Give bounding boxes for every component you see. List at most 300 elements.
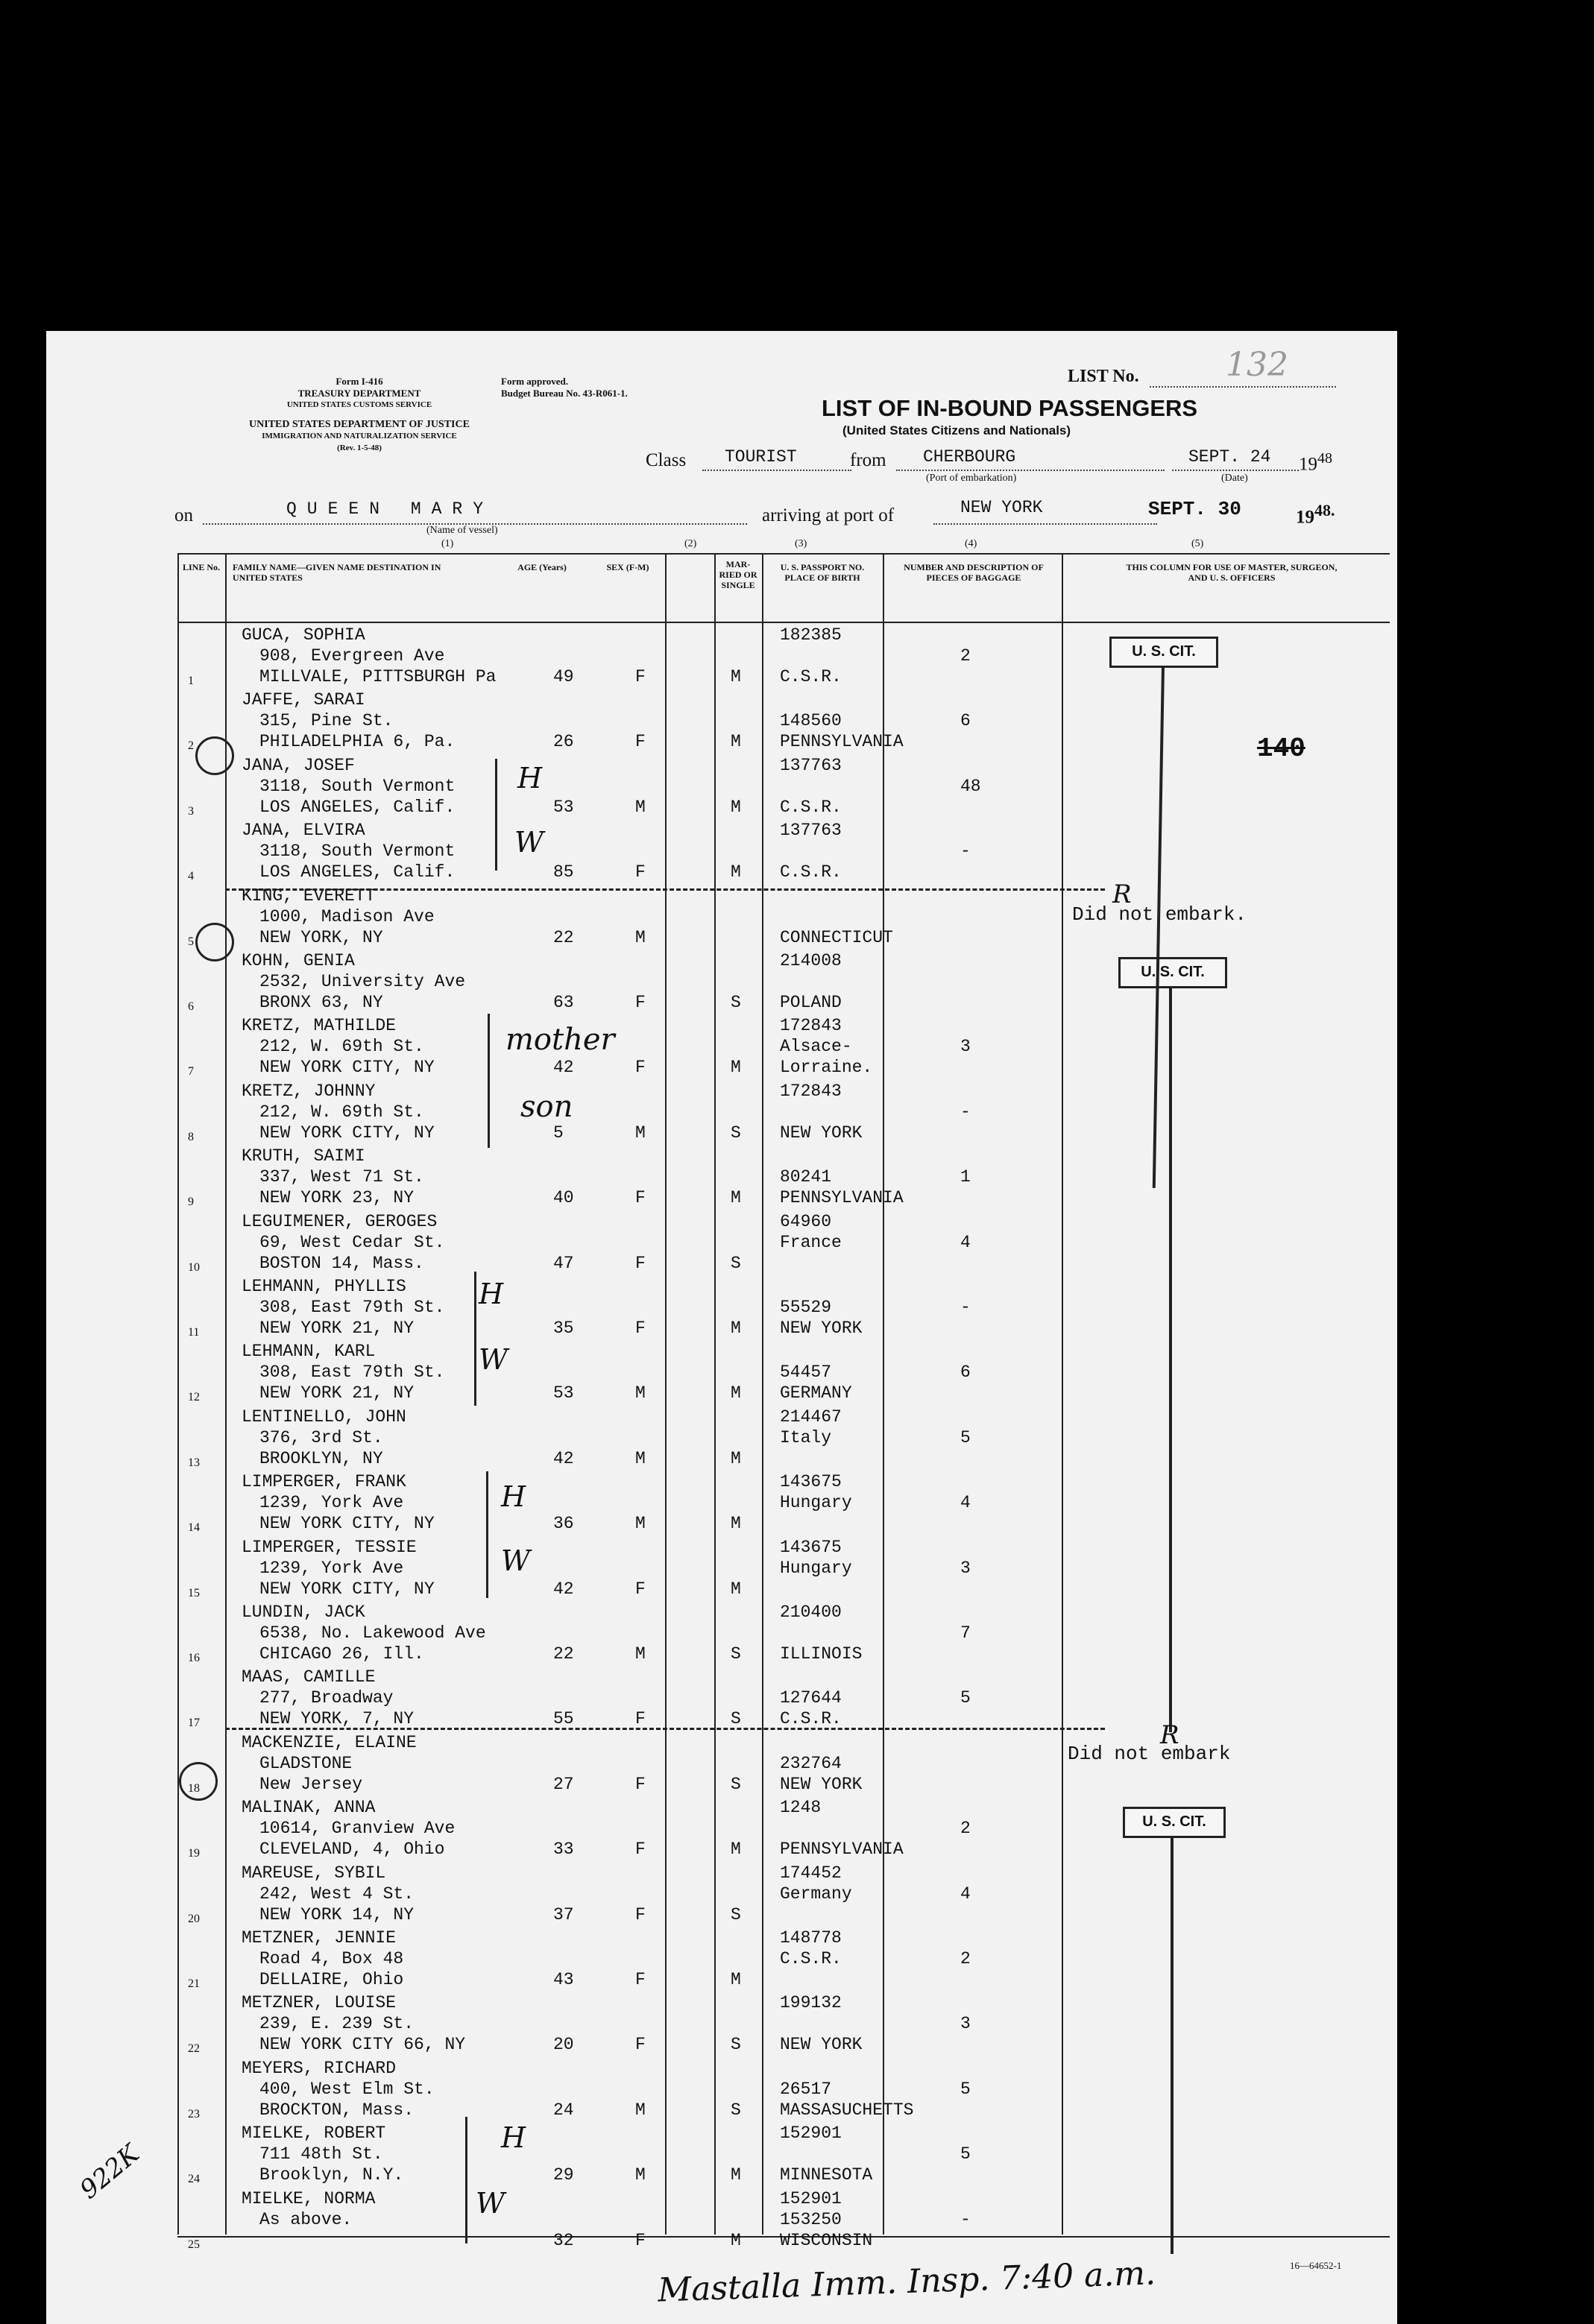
age-value: 32 (553, 2230, 574, 2250)
class-label: Class (646, 450, 687, 470)
birth-place: POLAND (780, 993, 842, 1012)
vessel-name: QUEEN MARY (286, 499, 494, 519)
sex-value: M (635, 1514, 646, 1534)
age-value: 36 (553, 1514, 574, 1534)
port-embark-caption: (Port of embarkation) (926, 473, 1017, 484)
passenger-name: LIMPERGER, FRANK (242, 1472, 406, 1492)
passenger-entry (46, 754, 1397, 819)
passenger-name: LEHMANN, KARL (242, 1342, 376, 1362)
age-value: 53 (553, 1383, 574, 1403)
birth-line-1: 55529 (780, 1298, 832, 1317)
treasury-dept: TREASURY DEPARTMENT (297, 388, 421, 399)
age-value: 42 (553, 1579, 574, 1599)
address-line-1: GLADSTONE (259, 1753, 353, 1773)
birth-place: WISCONSIN (780, 2230, 873, 2250)
baggage-count: 7 (960, 1623, 971, 1643)
handwritten-h: H (517, 762, 543, 795)
address-line-2: NEW YORK 14, NY (259, 1904, 415, 1924)
col-header-officers: THIS COLUMN FOR USE OF MASTER, SURGEON, AND U. S. OFFICERS (1126, 562, 1338, 583)
address-line-1: 400, West Elm St. (259, 2079, 435, 2099)
passenger-entry (46, 1665, 1397, 1731)
sex-value: F (635, 1709, 646, 1729)
col-header-name: FAMILY NAME—GIVEN NAME DESTINATION IN UNITED STATES (233, 562, 441, 583)
marital-status: S (731, 993, 741, 1012)
passport-number: 1248 (780, 1798, 822, 1818)
passport-number: 143675 (780, 1537, 842, 1557)
address-line-2: Brooklyn, N.Y. (259, 2165, 404, 2185)
list-no-label: LIST No. (1068, 367, 1139, 386)
lbl-line-number: 2 (188, 739, 194, 753)
address-line-1: 308, East 79th St. (259, 1298, 445, 1317)
revision: (Rev. 1-5-48) (337, 443, 382, 452)
col-header-line: LINE No. (182, 562, 220, 572)
baggage-count: 4 (960, 1232, 971, 1252)
sex-value: M (635, 1122, 646, 1143)
birth-place: ILLINOIS (780, 1644, 863, 1664)
marital-status: M (731, 732, 741, 752)
address-line-2: NEW YORK 21, NY (259, 1383, 415, 1403)
sex-value: M (635, 2100, 646, 2120)
passenger-name: LIMPERGER, TESSIE (242, 1537, 417, 1557)
sex-value: F (635, 667, 646, 686)
col-header-passport: U. S. PASSPORT NO. PLACE OF BIRTH (780, 562, 865, 583)
birth-line-1: Hungary (780, 1493, 852, 1513)
passport-number: 210400 (780, 1603, 842, 1622)
handwritten-h: H (501, 1480, 526, 1513)
passenger-name: LUNDIN, JACK (242, 1603, 365, 1622)
age-value: 42 (553, 1058, 574, 1078)
lbl-line-number: 6 (188, 1000, 194, 1013)
handwritten-w: W (479, 1343, 508, 1376)
passenger-name: GUCA, SOPHIA (242, 625, 365, 645)
page-subtitle: (United States Citizens and Nationals) (842, 423, 1071, 438)
address-line-1: 277, Broadway (259, 1688, 394, 1708)
col-header-sex: SEX (F-M) (606, 562, 649, 572)
col5-num: (5) (1191, 538, 1204, 549)
age-value: 53 (553, 797, 574, 817)
birth-line-1: 232764 (780, 1753, 842, 1773)
lbl-line-number: 16 (188, 1652, 200, 1664)
baggage-count: 4 (960, 1883, 971, 1904)
did-not-embark-note: Did not embark (1068, 1743, 1231, 1765)
age-value: 63 (553, 993, 574, 1012)
sex-value: F (635, 993, 646, 1012)
address-line-1: 1239, York Ave (259, 1493, 404, 1513)
passenger-name: JANA, JOSEF (242, 755, 355, 775)
marital-status: M (731, 862, 741, 882)
handwritten-mother: mother (505, 1023, 615, 1057)
passenger-name: MEYERS, RICHARD (242, 2058, 397, 2078)
passenger-name: KRUTH, SAIMI (242, 1146, 365, 1166)
marital-status: S (731, 1774, 741, 1794)
birth-line-1: Alsace- (780, 1037, 852, 1057)
sex-value: F (635, 1188, 646, 1208)
address-line-1: 3118, South Vermont (259, 776, 456, 796)
lbl-line-number: 23 (188, 2107, 200, 2121)
lbl-line-number: 24 (188, 2173, 200, 2186)
passenger-entry (46, 1470, 1397, 1535)
initials-mark: R (1160, 1720, 1179, 1750)
lbl-line-number: 11 (188, 1326, 200, 1339)
us-citizen-stamp: U. S. CIT. (1118, 957, 1227, 988)
birth-line-1: 148560 (780, 711, 842, 731)
passenger-entry (46, 1861, 1397, 1927)
on-label: on (174, 505, 193, 525)
baggage-count: 6 (960, 1362, 971, 1383)
arrival-year: 1948. (1296, 501, 1335, 528)
birth-place: NEW YORK (780, 2035, 863, 2055)
passenger-name: KRETZ, MATHILDE (242, 1016, 397, 1036)
passenger-entry (46, 1405, 1397, 1471)
birth-place: C.S.R. (780, 862, 842, 882)
baggage-count: - (960, 1298, 971, 1317)
address-line-2: LOS ANGELES, Calif. (259, 862, 456, 882)
age-value: 55 (553, 1709, 574, 1729)
birth-line-1: Germany (780, 1883, 852, 1904)
birth-line-1: 54457 (780, 1362, 832, 1383)
sex-value: F (635, 1970, 646, 1989)
baggage-count: 2 (960, 1949, 971, 1968)
birth-place: MINNESOTA (780, 2165, 873, 2185)
passport-number: 172843 (780, 1081, 842, 1101)
sex-value: F (635, 2230, 646, 2250)
marital-status: M (731, 2165, 741, 2185)
address-line-1: 239, E. 239 St. (259, 2014, 415, 2034)
lbl-line-number: 5 (188, 935, 194, 948)
lbl-line-number: 15 (188, 1586, 200, 1600)
passenger-name: KRETZ, JOHNNY (242, 1081, 376, 1101)
baggage-count: 6 (960, 711, 971, 731)
handwritten-h: H (501, 2121, 526, 2154)
col-header-married: MAR-RIED OR SINGLE (719, 559, 757, 590)
age-value: 26 (553, 732, 574, 752)
sex-value: F (635, 1904, 646, 1924)
passport-number: 172843 (780, 1016, 842, 1036)
marital-status: M (731, 1579, 741, 1599)
birth-place: PENNSYLVANIA (780, 732, 904, 752)
passenger-entry (46, 818, 1397, 884)
footer-code: 16—64652-1 (1290, 2260, 1342, 2271)
baggage-count: - (960, 1102, 971, 1122)
passenger-name: MACKENZIE, ELAINE (242, 1732, 417, 1752)
passenger-name: MIELKE, ROBERT (242, 2124, 386, 2144)
arrival-date: SEPT. 30 (1148, 498, 1241, 520)
age-value: 5 (553, 1122, 564, 1143)
lbl-line-number: 19 (188, 1847, 200, 1860)
birth-place: CONNECTICUT (780, 927, 893, 947)
passenger-name: LEGUIMENER, GEROGES (242, 1211, 438, 1231)
baggage-count: 5 (960, 2079, 971, 2099)
baggage-count: 3 (960, 1037, 971, 1057)
address-line-1: 315, Pine St. (259, 711, 394, 731)
address-line-1: Road 4, Box 48 (259, 1949, 404, 1968)
birth-place: PENNSYLVANIA (780, 1188, 904, 1208)
handwritten-margin-note: 922K (74, 2138, 145, 2205)
birth-line-1: Italy (780, 1427, 832, 1447)
marital-status: S (731, 1904, 741, 1924)
vessel-caption: (Name of vessel) (426, 525, 498, 536)
marital-status: M (731, 797, 741, 817)
birth-place: NEW YORK (780, 1122, 863, 1143)
passenger-name: KING, EVERETT (242, 885, 376, 906)
marital-status: M (731, 1319, 741, 1338)
sex-value: F (635, 862, 646, 882)
form-approved: Form approved. (501, 376, 569, 387)
birth-place: GERMANY (780, 1383, 852, 1403)
lbl-line-number: 17 (188, 1717, 200, 1730)
arrival-port: NEW YORK (960, 498, 1043, 517)
birth-line-1: 127644 (780, 1688, 842, 1708)
marital-status: M (731, 1448, 741, 1468)
address-line-2: BOSTON 14, Mass. (259, 1253, 424, 1273)
baggage-count: 5 (960, 1427, 971, 1447)
marital-status: M (731, 1383, 741, 1403)
baggage-count: 3 (960, 2014, 971, 2034)
address-line-1: 308, East 79th St. (259, 1362, 445, 1383)
birth-line-1: France (780, 1232, 842, 1252)
age-value: 43 (553, 1970, 574, 1989)
address-line-1: 376, 3rd St. (259, 1427, 383, 1447)
sex-value: M (635, 2165, 646, 2185)
total-count: 140 (1257, 733, 1305, 764)
address-line-2: NEW YORK 21, NY (259, 1319, 415, 1338)
address-line-1: 10614, Granview Ave (259, 1819, 456, 1839)
birth-place: MASSASUCHETTS (780, 2100, 914, 2120)
address-line-2: NEW YORK 23, NY (259, 1188, 415, 1208)
birth-line-1: C.S.R. (780, 1949, 842, 1968)
address-line-2: LOS ANGELES, Calif. (259, 797, 456, 817)
marital-status: S (731, 1709, 741, 1729)
marital-status: M (731, 1970, 741, 1989)
date-caption: (Date) (1221, 473, 1248, 484)
marital-status: S (731, 2035, 741, 2055)
passenger-entry (46, 1339, 1397, 1405)
baggage-count: 48 (960, 776, 981, 796)
address-line-2: BROOKLYN, NY (259, 1448, 383, 1468)
lbl-line-number: 22 (188, 2042, 200, 2056)
col-header-baggage: NUMBER AND DESCRIPTION OF PIECES OF BAGGAGE (904, 562, 1044, 583)
passport-number: 214008 (780, 951, 842, 970)
address-line-1: 1239, York Ave (259, 1558, 404, 1578)
birth-place: C.S.R. (780, 797, 842, 817)
passport-number: 182385 (780, 625, 842, 645)
lbl-line-number: 7 (188, 1065, 194, 1079)
from-value: CHERBOURG (923, 447, 1016, 467)
marital-status: M (731, 1058, 741, 1078)
birth-place: PENNSYLVANIA (780, 1840, 904, 1860)
address-line-1: As above. (259, 2209, 353, 2229)
col-header-age: AGE (Years) (517, 562, 567, 572)
address-line-2: DELLAIRE, Ohio (259, 1970, 404, 1989)
sex-value: M (635, 927, 646, 947)
customs-service: UNITED STATES CUSTOMS SERVICE (286, 400, 432, 409)
passenger-entry (46, 1144, 1397, 1210)
address-line-1: 242, West 4 St. (259, 1883, 415, 1904)
handwritten-w: W (476, 2187, 505, 2220)
passenger-entry (46, 688, 1397, 754)
address-line-1: 212, W. 69th St. (259, 1102, 424, 1122)
passenger-name: JANA, ELVIRA (242, 821, 365, 841)
passport-number: 199132 (780, 1993, 842, 2013)
handwritten-h: H (479, 1278, 504, 1310)
age-value: 85 (553, 862, 574, 882)
sex-value: F (635, 1058, 646, 1078)
birth-line-1: 80241 (780, 1167, 832, 1187)
passenger-name: LEHMANN, PHYLLIS (242, 1277, 406, 1296)
age-value: 20 (553, 2035, 574, 2055)
age-value: 33 (553, 1840, 574, 1860)
initials-mark: R (1112, 880, 1132, 909)
lbl-line-number: 12 (188, 1391, 200, 1404)
marital-status: M (731, 667, 741, 686)
col3-num: (3) (795, 538, 807, 549)
passenger-name: LENTINELLO, JOHN (242, 1406, 406, 1427)
col2-num: (2) (684, 538, 697, 549)
lbl-line-number: 25 (188, 2238, 200, 2251)
address-line-2: CLEVELAND, 4, Ohio (259, 1840, 445, 1860)
sex-value: F (635, 732, 646, 752)
baggage-count: 5 (960, 1688, 971, 1708)
lbl-line-number: 1 (188, 675, 194, 687)
address-line-2: NEW YORK CITY, NY (259, 1514, 435, 1534)
baggage-count: 4 (960, 1493, 971, 1513)
lbl-line-number: 9 (188, 1196, 194, 1209)
marital-status: M (731, 1840, 741, 1860)
age-value: 29 (553, 2165, 574, 2185)
baggage-count: - (960, 841, 971, 862)
marital-status: M (731, 1188, 741, 1208)
passenger-name: METZNER, JENNIE (242, 1928, 397, 1948)
age-value: 27 (553, 1774, 574, 1794)
passenger-entry (46, 1991, 1397, 2056)
passenger-name: METZNER, LOUISE (242, 1993, 397, 2013)
baggage-count: 1 (960, 1167, 971, 1187)
embark-date: SEPT. 24 (1188, 447, 1271, 467)
address-line-2: BRONX 63, NY (259, 993, 383, 1012)
baggage-count: 3 (960, 1558, 971, 1578)
marital-status: S (731, 1253, 741, 1273)
address-line-2: NEW YORK CITY, NY (259, 1579, 435, 1599)
handwritten-son: son (520, 1090, 573, 1124)
age-value: 40 (553, 1188, 574, 1208)
birth-place: C.S.R. (780, 1709, 842, 1729)
sex-value: M (635, 1383, 646, 1403)
address-line-2: BROCKTON, Mass. (259, 2100, 415, 2120)
birth-place: NEW YORK (780, 1319, 863, 1338)
passenger-name: KOHN, GENIA (242, 951, 355, 970)
address-line-2: NEW YORK CITY, NY (259, 1058, 435, 1078)
address-line-1: 212, W. 69th St. (259, 1037, 424, 1057)
address-line-2: CHICAGO 26, Ill. (259, 1644, 424, 1664)
sex-value: F (635, 1253, 646, 1273)
passport-number: 214467 (780, 1406, 842, 1427)
age-value: 22 (553, 1644, 574, 1664)
lbl-line-number: 18 (188, 1781, 200, 1795)
baggage-count: 5 (960, 2144, 971, 2164)
lbl-line-number: 20 (188, 1912, 200, 1925)
passenger-name: MALINAK, ANNA (242, 1798, 376, 1818)
lbl-line-number: 21 (188, 1977, 200, 1990)
handwritten-signature: Mastalla Imm. Insp. 7:40 a.m. (657, 2254, 1156, 2310)
list-no-value: 132 (1226, 346, 1288, 384)
manifest-page (46, 331, 1397, 2324)
sex-value: F (635, 1840, 646, 1860)
form-number: Form I-416 (336, 376, 383, 387)
address-line-2: New Jersey (259, 1774, 363, 1794)
from-label: from (850, 450, 886, 470)
passenger-entry (46, 2187, 1397, 2252)
passport-number: 174452 (780, 1863, 842, 1883)
sex-value: F (635, 2035, 646, 2055)
passport-number: 143675 (780, 1472, 842, 1492)
address-line-2: PHILADELPHIA 6, Pa. (259, 732, 456, 752)
col1-num: (1) (441, 538, 454, 549)
lbl-line-number: 3 (188, 804, 194, 818)
budget-bureau: Budget Bureau No. 43-R061-1. (501, 388, 628, 399)
marital-status: S (731, 1122, 741, 1143)
address-line-1: 337, West 71 St. (259, 1167, 424, 1187)
arriving-label: arriving at port of (762, 505, 895, 525)
handwritten-w: W (514, 826, 544, 859)
passenger-entry (46, 1926, 1397, 1992)
sex-value: M (635, 1448, 646, 1468)
baggage-count: 2 (960, 1819, 971, 1839)
address-line-1: 69, West Cedar St. (259, 1232, 445, 1252)
passport-number: 152901 (780, 2188, 842, 2208)
age-value: 47 (553, 1253, 574, 1273)
lbl-line-number: 13 (188, 1456, 200, 1469)
sex-value: F (635, 1579, 646, 1599)
passenger-entry (46, 1275, 1397, 1340)
address-line-1: 908, Evergreen Ave (259, 646, 445, 666)
marital-status: M (731, 1514, 741, 1534)
sex-value: M (635, 1644, 646, 1664)
baggage-count: 2 (960, 646, 971, 666)
lbl-line-number: 10 (188, 1260, 200, 1274)
ins-service: IMMIGRATION AND NATURALIZATION SERVICE (262, 432, 457, 441)
passenger-entry (46, 1014, 1397, 1079)
address-line-2: NEW YORK, 7, NY (259, 1709, 415, 1729)
passenger-entry (46, 1600, 1397, 1666)
age-value: 37 (553, 1904, 574, 1924)
birth-line-1: 26517 (780, 2079, 832, 2099)
lbl-line-number: 8 (188, 1130, 194, 1143)
passport-number: 152901 (780, 2124, 842, 2144)
marital-status: S (731, 1644, 741, 1664)
address-line-1: 2532, University Ave (259, 972, 466, 991)
age-value: 49 (553, 667, 574, 686)
address-line-1: 1000, Madison Ave (259, 906, 435, 926)
address-line-2: NEW YORK, NY (259, 927, 383, 947)
passenger-entry (46, 2056, 1397, 2122)
col4-num: (4) (965, 538, 977, 549)
us-citizen-stamp: U. S. CIT. (1109, 637, 1218, 668)
passenger-name: MAAS, CAMILLE (242, 1667, 376, 1687)
justice-dept: UNITED STATES DEPARTMENT OF JUSTICE (249, 419, 470, 430)
age-value: 22 (553, 927, 574, 947)
passport-number: 64960 (780, 1211, 832, 1231)
birth-line-1: Hungary (780, 1558, 852, 1578)
birth-place: C.S.R. (780, 667, 842, 686)
birth-place: Lorraine. (780, 1058, 873, 1078)
marital-status: M (731, 2230, 741, 2250)
lbl-line-number: 14 (188, 1521, 200, 1535)
age-value: 35 (553, 1319, 574, 1338)
birth-place: NEW YORK (780, 1774, 863, 1794)
marital-status: S (731, 2100, 741, 2120)
address-line-1: 711 48th St. (259, 2144, 383, 2164)
passport-number: 137763 (780, 755, 842, 775)
